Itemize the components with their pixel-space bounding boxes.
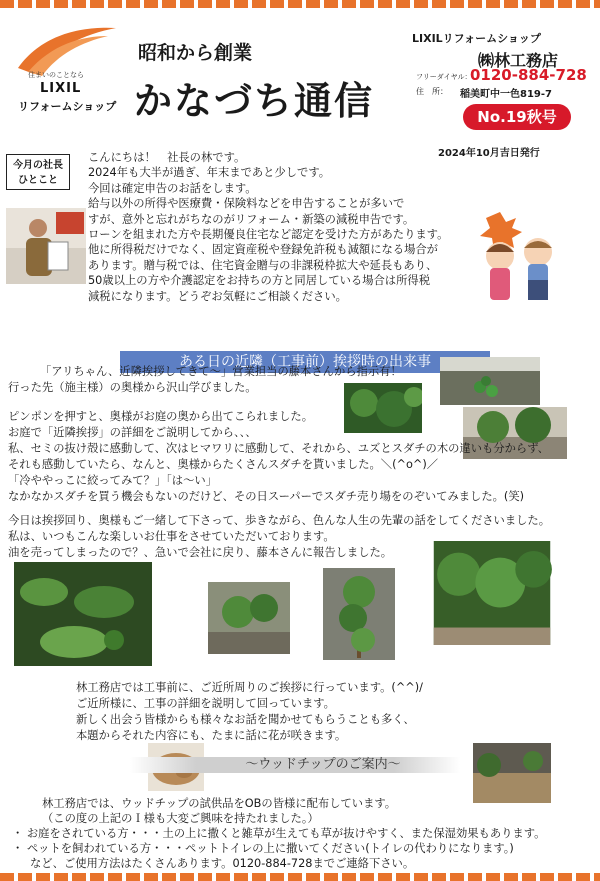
story-line: お庭で「近隣挨拶」の詳細をご説明してから、、、 bbox=[8, 426, 257, 439]
story-line: ピンポンを押すと、奥様がお庭の奥から出てこられました。 bbox=[8, 410, 314, 423]
story-line: 林工務店では工事前に、ご近所周りのご挨拶に行っています。(^^)/ bbox=[76, 681, 423, 694]
story-heading: ある日の近隣（工事前）挨拶時の出来事 bbox=[120, 351, 490, 373]
tel-label: フリーダイヤル： bbox=[416, 73, 472, 81]
plant-photo-1 bbox=[208, 566, 290, 670]
column-label-line1: 今月の社長 bbox=[13, 160, 63, 171]
woodchip-line: ・ ペットを飼われている方・・・ペットトイレの上に撒いてください(トイレの代わりになります。) bbox=[12, 842, 514, 855]
bottom-border-stripe bbox=[0, 873, 600, 881]
hedge-photo bbox=[422, 541, 562, 645]
story-line: それも感動していたら、なんと、奥様からたくさんスダチを貰いました。＼(^o^)／ bbox=[8, 458, 439, 471]
message-line: 減税になります。どうぞお気軽にご相談ください。 bbox=[88, 289, 347, 303]
autumn-children-illustration bbox=[470, 208, 566, 308]
story-line: 「アリちゃん、近隣挨拶してきて～」営業担当の藤本さんから指示有！ bbox=[40, 365, 402, 378]
story-line: 今日は挨拶回り、奥様もご一緒して下さって、歩きながら、色んな人生の先輩の話をしてくださいました。 bbox=[8, 514, 551, 527]
woodchip-heading: ～ウッドチップのご案内～ bbox=[245, 757, 401, 772]
woodchip-line: （この度の上記のＩ様も大変ご興味を持たれました。） bbox=[42, 812, 319, 825]
message-line: こんにちは！ 社長の林です。 bbox=[88, 151, 246, 164]
story-line: 油を売ってしまったので？、急いで会社に戻り、藤本さんに報告しました。 bbox=[8, 546, 393, 559]
story-line: 私、セミの抜け殻に感動して、次はヒマワリに感動して、それから、ユズとスダチの木の違いも分からず、 bbox=[8, 442, 549, 455]
message-line: あります。贈与税では、住宅資金贈与の非課税枠拡大や延長もあり、 bbox=[88, 258, 438, 272]
since-text: 昭和から創業 bbox=[138, 42, 253, 64]
shop-name: LIXILリフォームショップ bbox=[412, 32, 541, 45]
logo-tagline: 住まいのことなら bbox=[28, 71, 84, 79]
woodchip-line: など、ご使用方法はたくさんあります。0120-884-728までご連絡下さい。 bbox=[30, 857, 415, 870]
address: 稲美町中一色819-7 bbox=[460, 89, 552, 100]
column-label-line2: ひとこと bbox=[18, 175, 58, 186]
woodchip-line: 林工務店では、ウッドチップの試供品をOBの皆様に配布しています。 bbox=[42, 797, 397, 810]
story-line: 私は、いつもこんな楽しいお仕事をさせていただいております。 bbox=[8, 530, 335, 543]
woodchip-garden-photo bbox=[473, 743, 551, 803]
company-name: ㈱林工務店 bbox=[478, 51, 559, 70]
story-line: 行った先（施主様）の奥様から沢山学びました。 bbox=[8, 381, 257, 394]
tel-number: 0120-884-728 bbox=[470, 66, 587, 84]
issue-badge: No.19秋号 bbox=[463, 104, 571, 130]
logo-reform-shop: リフォームショップ bbox=[18, 100, 117, 113]
story-line: 本題からそれた内容にも、たまに話に花が咲きます。 bbox=[76, 729, 347, 742]
president-column-label bbox=[6, 154, 70, 190]
president-photo bbox=[6, 208, 86, 284]
sudachi-harvest-photo bbox=[440, 357, 540, 405]
logo-lixil: LIXIL bbox=[40, 81, 82, 96]
top-border-stripe bbox=[0, 0, 600, 8]
message-line: 今回は確定申告のお話をします。 bbox=[88, 181, 257, 195]
issue-date: 2024年10月吉日発行 bbox=[438, 148, 540, 159]
story-line: 新しく出会う皆様からも様々なお話を聞かせてもらうことも多く、 bbox=[76, 713, 415, 726]
newsletter-title: かなづち通信 bbox=[134, 79, 375, 123]
story-line: なかなかスダチを買う機会もないのだけど、その日スーパーでスダチ売り場をのぞいてみました。(笑) bbox=[8, 490, 525, 503]
sudachi-tree-photo bbox=[14, 562, 152, 666]
message-line: 他に所得税だけでなく、固定資産税や登録免許税も減額になる場合が bbox=[88, 243, 438, 257]
message-line: ローンを組まれた方や長期優良住宅など認定を受けた方があたります。 bbox=[88, 228, 449, 242]
address-label: 住 所： bbox=[416, 87, 448, 96]
message-line: すが、意外と忘れがちなのがリフォーム・新築の減税申告です。 bbox=[88, 212, 415, 226]
message-line: 50歳以上の方や介護認定をお持ちの方と同居している場合は所得税 bbox=[88, 274, 430, 288]
story-line: ご近所様に、工事の詳細を説明して回っています。 bbox=[76, 697, 335, 710]
president-message bbox=[88, 150, 498, 304]
message-line: 2024年も大半が過ぎ、年末まであと少しです。 bbox=[88, 166, 331, 180]
plant-photo-2 bbox=[323, 562, 395, 666]
story-line: 「冷ややっこに絞ってみて？」「は～い」 bbox=[8, 474, 217, 487]
message-line: 給与以外の所得や医療費・保険料などを申告することが多いで bbox=[88, 197, 405, 211]
woodchip-line: ・ お庭をされている方・・・土の上に撒くと雑草が生えても草が抜けやすく、また保湿効果もあります。 bbox=[12, 827, 546, 840]
